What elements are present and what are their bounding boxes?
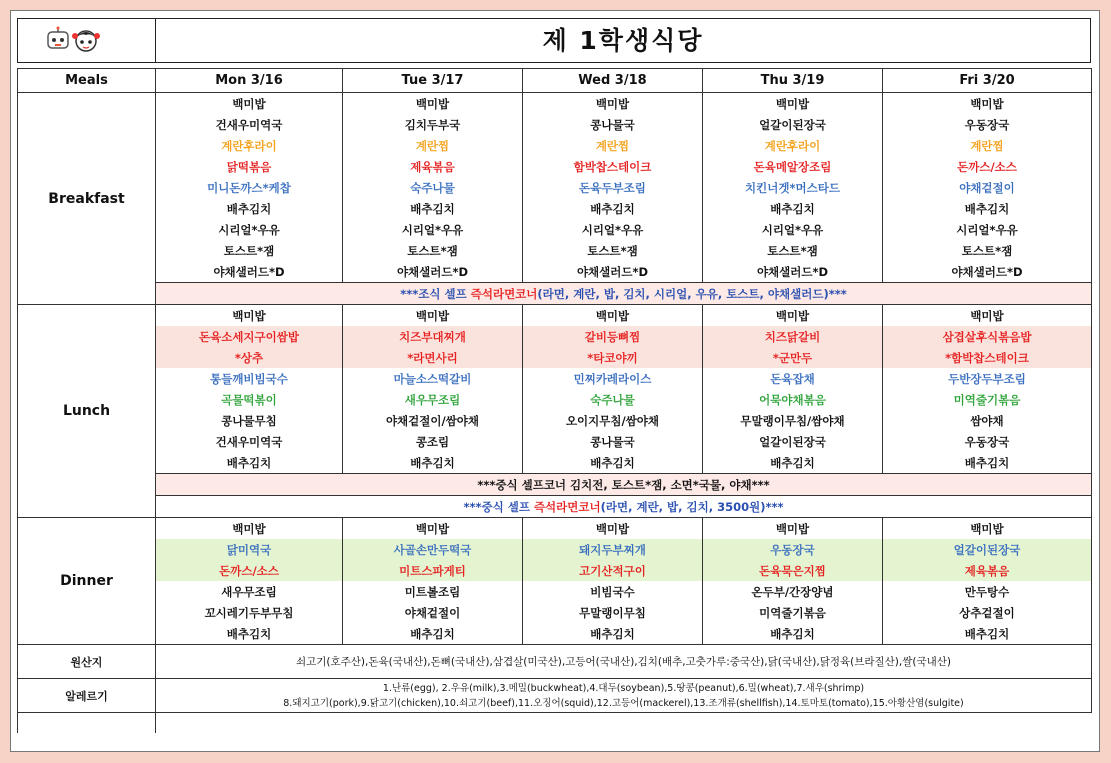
breakfast-row: [18, 93, 1092, 115]
menu-item: 제육볶음: [343, 156, 523, 177]
notice-suffix: (라면, 계란, 밥, 김치, 3500원)***: [600, 499, 784, 514]
logo-cell: [18, 19, 156, 62]
notice-prefix: ***중식 셀프: [463, 499, 534, 514]
menu-item: 시리얼*우유: [703, 219, 883, 240]
lunch-row: [18, 305, 1092, 327]
menu-item: 닭미역국: [156, 539, 343, 560]
menu-item: 비빔국수: [523, 581, 703, 602]
menu-item: 사골손만두떡국: [343, 539, 523, 560]
menu-item: 숙주나물: [523, 389, 703, 410]
breakfast-notice-text: [156, 283, 1092, 305]
menu-item: 야채샐러드*D: [156, 261, 343, 283]
menu-item: 배추김치: [343, 198, 523, 219]
menu-item: 시리얼*우유: [156, 219, 343, 240]
menu-item: 배추김치: [883, 198, 1092, 219]
menu-item: 마늘소스떡갈비: [343, 368, 523, 389]
menu-item: 배추김치: [156, 452, 343, 474]
menu-item: *타코야끼: [523, 347, 703, 368]
lunch-notice-1: [18, 474, 1092, 496]
menu-item: 백미밥: [523, 93, 703, 115]
menu-item: 콩나물국: [523, 431, 703, 452]
menu-item: 건새우미역국: [156, 431, 343, 452]
menu-item: 미역줄기볶음: [883, 389, 1092, 410]
menu-item: 오이지무침/쌈야채: [523, 410, 703, 431]
menu-item: 야채샐러드*D: [703, 261, 883, 283]
menu-item: 함박찹스테이크: [523, 156, 703, 177]
menu-item: 돈까스/소스: [883, 156, 1092, 177]
notice-highlight: 즉석라면코너: [470, 286, 538, 301]
menu-item: 무말랭이무침/쌈야채: [703, 410, 883, 431]
allergy-row: [18, 679, 1092, 713]
lunch-meal-label: Lunch: [18, 305, 156, 518]
menu-item: 시리얼*우유: [523, 219, 703, 240]
menu-item: 토스트*잼: [156, 240, 343, 261]
breakfast-row: [18, 240, 1092, 261]
menu-item: 백미밥: [343, 93, 523, 115]
menu-item: 백미밥: [883, 518, 1092, 540]
menu-item: 계란후라이: [703, 135, 883, 156]
menu-item: 돈육묵은지찜: [703, 560, 883, 581]
menu-item: 우동장국: [703, 539, 883, 560]
breakfast-row: [18, 198, 1092, 219]
menu-item: 배추김치: [883, 452, 1092, 474]
menu-item: 백미밥: [883, 93, 1092, 115]
menu-item: 김치두부국: [343, 114, 523, 135]
blank-cell: [156, 713, 1092, 734]
menu-item: 백미밥: [883, 305, 1092, 327]
notice-text: ***중식 셀프코너 김치전, 토스트*잼, 소면*국물, 야채***: [477, 477, 770, 492]
header: [17, 18, 1091, 63]
menu-item: 돈육두부조림: [523, 177, 703, 198]
blank-cell: [18, 713, 156, 734]
menu-item: 새우무조림: [343, 389, 523, 410]
notice-suffix: (라면, 계란, 밥, 김치, 시리얼, 우유, 토스트, 야채샐러드)***: [537, 286, 847, 301]
menu-item: 토스트*잼: [523, 240, 703, 261]
menu-item: 얼갈이된장국: [883, 539, 1092, 560]
menu-item: 계란찜: [343, 135, 523, 156]
menu-item: 계란후라이: [156, 135, 343, 156]
dinner-row: [18, 560, 1092, 581]
lunch-row: [18, 410, 1092, 431]
allergy-text: [156, 679, 1092, 713]
breakfast-row: [18, 177, 1092, 198]
menu-item: 미트스파게티: [343, 560, 523, 581]
menu-item: 야채샐러드*D: [883, 261, 1092, 283]
menu-item: 돈육소세지구이쌈밥: [156, 326, 343, 347]
menu-item: 배추김치: [156, 198, 343, 219]
menu-item: 치킨너겟*머스타드: [703, 177, 883, 198]
menu-item: 콩나물국: [523, 114, 703, 135]
menu-item: 백미밥: [343, 518, 523, 540]
menu-item: 백미밥: [523, 518, 703, 540]
dinner-meal-label: Dinner: [18, 518, 156, 645]
page-title: 제 1학생식당: [542, 26, 704, 55]
menu-item: 삼겹살후식볶음밥: [883, 326, 1092, 347]
breakfast-row: [18, 219, 1092, 240]
menu-item: 야채겉절이/쌈야채: [343, 410, 523, 431]
breakfast-row: [18, 135, 1092, 156]
origin-text: 쇠고기(호주산),돈육(국내산),돈뼈(국내산),삼겹살(미국산),고등어(국내산),김치(배추,고춧가루:중국산),닭(국내산),닭정육(브라질산),쌀(국내산): [156, 645, 1092, 679]
lunch-notice-1-text: [156, 474, 1092, 496]
menu-item: 미역줄기볶음: [703, 602, 883, 623]
menu-item: 백미밥: [156, 93, 343, 115]
menu-item: 우동장국: [883, 114, 1092, 135]
menu-item: 온두부/간장양념: [703, 581, 883, 602]
menu-item: 배추김치: [343, 452, 523, 474]
lunch-row: [18, 368, 1092, 389]
lunch-row: [18, 431, 1092, 452]
menu-item: 우동장국: [883, 431, 1092, 452]
dinner-row: [18, 623, 1092, 645]
menu-item: 꼬시레기두부무침: [156, 602, 343, 623]
menu-item: 어묵야채볶음: [703, 389, 883, 410]
menu-item: 백미밥: [523, 305, 703, 327]
menu-item: 건새우미역국: [156, 114, 343, 135]
menu-item: 치즈닭갈비: [703, 326, 883, 347]
menu-item: 콩나물무침: [156, 410, 343, 431]
lunch-notice-2-text: [156, 496, 1092, 518]
menu-item: 미트볼조림: [343, 581, 523, 602]
header-wed: Wed 3/18: [523, 69, 703, 93]
menu-item: 얼갈이된장국: [703, 431, 883, 452]
menu-item: 배추김치: [883, 623, 1092, 645]
menu-item: 야채겉절이: [883, 177, 1092, 198]
menu-item: 백미밥: [156, 518, 343, 540]
menu-item: 새우무조림: [156, 581, 343, 602]
menu-item: 돈육메알장조림: [703, 156, 883, 177]
menu-item: 민찌카레라이스: [523, 368, 703, 389]
menu-item: 배추김치: [703, 623, 883, 645]
lunch-row: [18, 326, 1092, 347]
menu-item: 시리얼*우유: [343, 219, 523, 240]
menu-item: *라면사리: [343, 347, 523, 368]
menu-item: 돈까스/소스: [156, 560, 343, 581]
menu-item: 통들깨비빔국수: [156, 368, 343, 389]
lunch-row: [18, 347, 1092, 368]
menu-item: 백미밥: [703, 305, 883, 327]
menu-item: 배추김치: [523, 452, 703, 474]
mascot-logo-icon: [46, 26, 106, 56]
menu-item: 쌈야채: [883, 410, 1092, 431]
dinner-row: [18, 518, 1092, 540]
menu-table: [17, 68, 1092, 733]
dinner-row: [18, 602, 1092, 623]
menu-item: 닭떡볶음: [156, 156, 343, 177]
menu-item: 백미밥: [343, 305, 523, 327]
header-mon: Mon 3/16: [156, 69, 343, 93]
breakfast-row: [18, 114, 1092, 135]
menu-item: 야채겉절이: [343, 602, 523, 623]
menu-item: *함박찹스테이크: [883, 347, 1092, 368]
menu-item: 미니돈까스*케찹: [156, 177, 343, 198]
lunch-row: [18, 389, 1092, 410]
origin-label: 원산지: [18, 645, 156, 679]
menu-item: 돼지두부찌개: [523, 539, 703, 560]
menu-item: 무말랭이무침: [523, 602, 703, 623]
menu-item: 야채샐러드*D: [523, 261, 703, 283]
allergy-label: 알레르기: [18, 679, 156, 713]
notice-prefix: ***조식 셀프: [400, 286, 471, 301]
breakfast-row: [18, 156, 1092, 177]
menu-item: 배추김치: [523, 198, 703, 219]
allergy-line-2: 8.돼지고기(pork),9.닭고기(chicken),10.쇠고기(beef),11.오징어(squid),12.고등어(mackerel),13.조개류(shellfish),14.토마토(tomato),15.아황산염(sulgite): [283, 697, 964, 709]
menu-item: 고기산적구이: [523, 560, 703, 581]
menu-item: *상추: [156, 347, 343, 368]
dinner-row: [18, 539, 1092, 560]
menu-item: 계란찜: [523, 135, 703, 156]
allergy-line-1: 1.난류(egg), 2.우유(milk),3.메밀(buckwheat),4.대두(soybean),5.땅콩(peanut),6.밀(wheat),7.새우(shrimp): [382, 682, 865, 694]
menu-item: 백미밥: [156, 305, 343, 327]
menu-item: 야채샐러드*D: [343, 261, 523, 283]
lunch-notice-2: [18, 496, 1092, 518]
menu-item: 배추김치: [703, 452, 883, 474]
menu-item: 백미밥: [703, 93, 883, 115]
header-meals: Meals: [18, 69, 156, 93]
menu-item: 계란찜: [883, 135, 1092, 156]
breakfast-meal-label: Breakfast: [18, 93, 156, 305]
menu-item: 곡물떡볶이: [156, 389, 343, 410]
menu-item: 토스트*잼: [703, 240, 883, 261]
menu-item: 만두탕수: [883, 581, 1092, 602]
menu-item: 배추김치: [343, 623, 523, 645]
breakfast-notice: [18, 283, 1092, 305]
notice-highlight: 즉석라면코너: [533, 499, 601, 514]
header-tue: Tue 3/17: [343, 69, 523, 93]
menu-item: *군만두: [703, 347, 883, 368]
header-fri: Fri 3/20: [883, 69, 1092, 93]
menu-item: 돈육잡채: [703, 368, 883, 389]
breakfast-row: [18, 261, 1092, 283]
header-thu: Thu 3/19: [703, 69, 883, 93]
blank-row: [18, 713, 1092, 734]
menu-item: 시리얼*우유: [883, 219, 1092, 240]
menu-item: 토스트*잼: [343, 240, 523, 261]
menu-item: 상추겉절이: [883, 602, 1092, 623]
origin-row: [18, 645, 1092, 679]
menu-item: 콩조림: [343, 431, 523, 452]
menu-item: 백미밥: [703, 518, 883, 540]
menu-item: 치즈부대찌개: [343, 326, 523, 347]
menu-item: 토스트*잼: [883, 240, 1092, 261]
lunch-row: [18, 452, 1092, 474]
menu-item: 배추김치: [523, 623, 703, 645]
dinner-row: [18, 581, 1092, 602]
menu-item: 갈비등뼈찜: [523, 326, 703, 347]
menu-item: 얼갈이된장국: [703, 114, 883, 135]
menu-item: 숙주나물: [343, 177, 523, 198]
menu-item: 제육볶음: [883, 560, 1092, 581]
menu-item: 배추김치: [156, 623, 343, 645]
header-row: [18, 69, 1092, 93]
menu-item: 두반장두부조림: [883, 368, 1092, 389]
menu-item: 배추김치: [703, 198, 883, 219]
